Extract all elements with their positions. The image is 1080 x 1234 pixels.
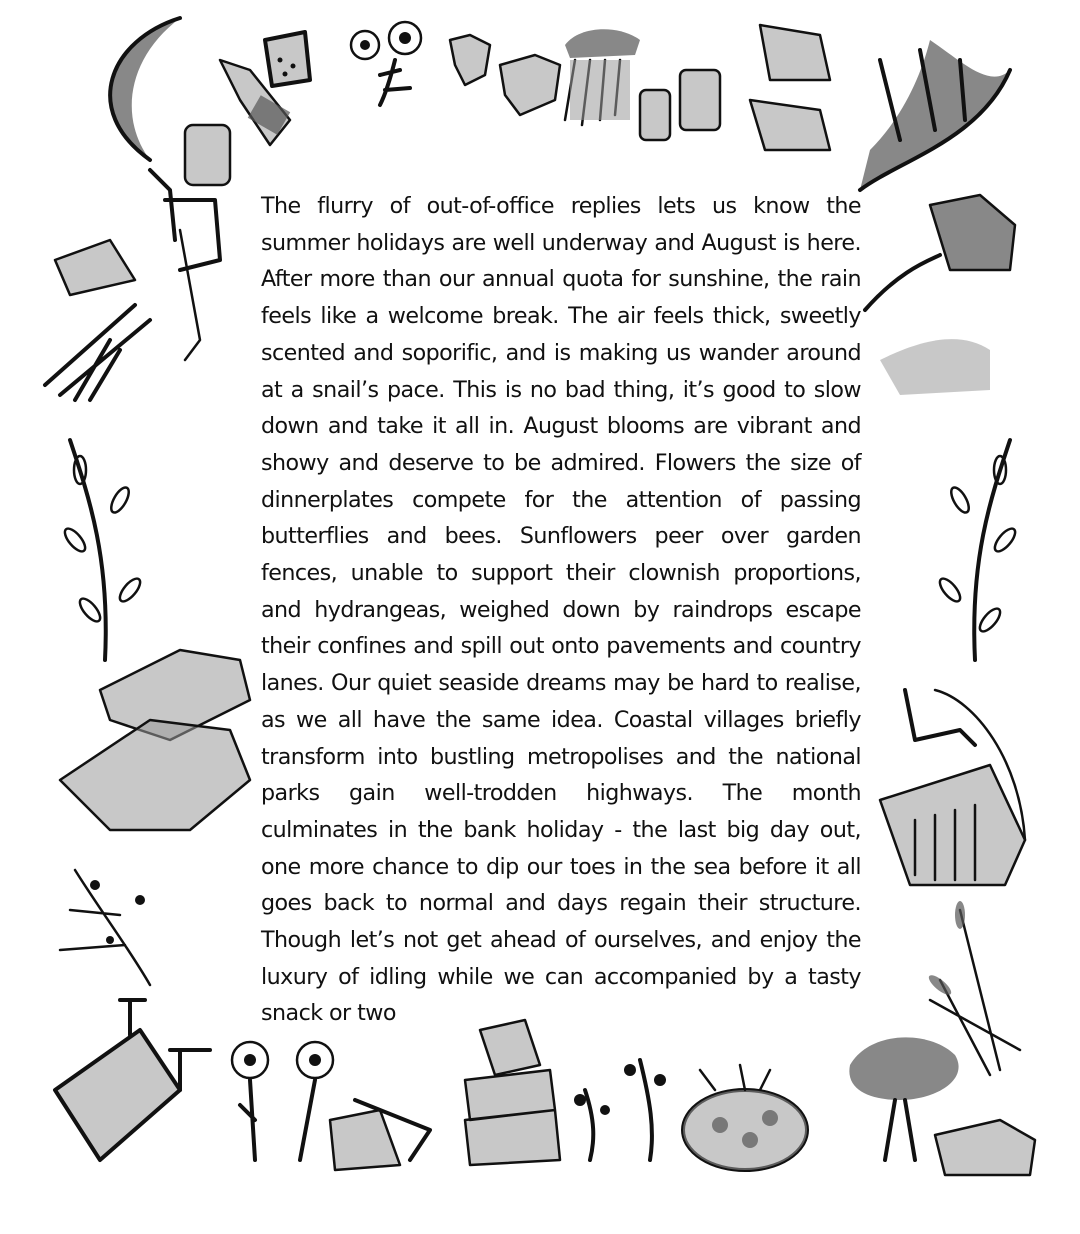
- teapot-pouring-icon: [865, 195, 1015, 395]
- cows-icon: [60, 650, 250, 830]
- fruit-plate-icon: [683, 1065, 807, 1170]
- cake-stack-icon: [465, 1020, 560, 1165]
- food-jar-icon: [265, 32, 310, 86]
- daisy-flowers-icon: [351, 22, 421, 105]
- herb-sprigs-icon: [574, 1060, 666, 1160]
- bird-icon: [860, 40, 1010, 190]
- cheese-cutting-icon: [330, 1100, 430, 1170]
- cow-icon: [935, 1120, 1035, 1175]
- goat-heads-icon: [450, 35, 560, 115]
- hay-bale-icon: [55, 1000, 210, 1160]
- milk-churns-icon: [640, 70, 720, 140]
- article-body: The flurry of out-of-office replies lets us know the summer holidays are well underway and August is here. After more than our annual quota for sunshine, the rain feels like a welcome break. The air feels thick, sweetly scented and soporific, and is making us wander around at a snail’s pace. This is no bad thing, it’s good to slow down and take it all in. August blooms are vibrant and showy and deserve to be admired. Flowers the size of dinnerplates compete for the attention of passing butterflies and bees. Sunflowers peer over garden fences, unable to support their clownish proportions, and hydrangeas, weighed down by raindrops escape their confines and spill out onto pavements and country lanes. Our quiet seaside dreams may be hard to realise, as we all have the same idea. Coastal villages briefly transform into bustling metropolises and the national parks gain well-trodden highways. The month culminates in the bank holiday - the last big day out, one more chance to dip our toes in the sea before it all goes back to normal and days regain their structure. Though let’s not get ahead of ourselves, and enjoy the luxury of idling while we can accompanied by a tasty snack or two: [261, 193, 861, 1027]
- milk-can-pouring-icon: [150, 125, 230, 360]
- wildflower-sprig-icon: [60, 870, 150, 985]
- poppies-icon: [232, 1042, 333, 1160]
- bread-loaf-icon: [55, 240, 135, 295]
- rain-cloud-icon: [565, 29, 640, 125]
- olive-branch-icon: [61, 440, 143, 660]
- knives-icon: [45, 305, 150, 400]
- crescent-moon-icon: [110, 18, 180, 160]
- bread-basket-icon: [880, 765, 1025, 885]
- cheese-slicing-icon: [750, 25, 830, 150]
- olive-branch-icon: [936, 440, 1018, 660]
